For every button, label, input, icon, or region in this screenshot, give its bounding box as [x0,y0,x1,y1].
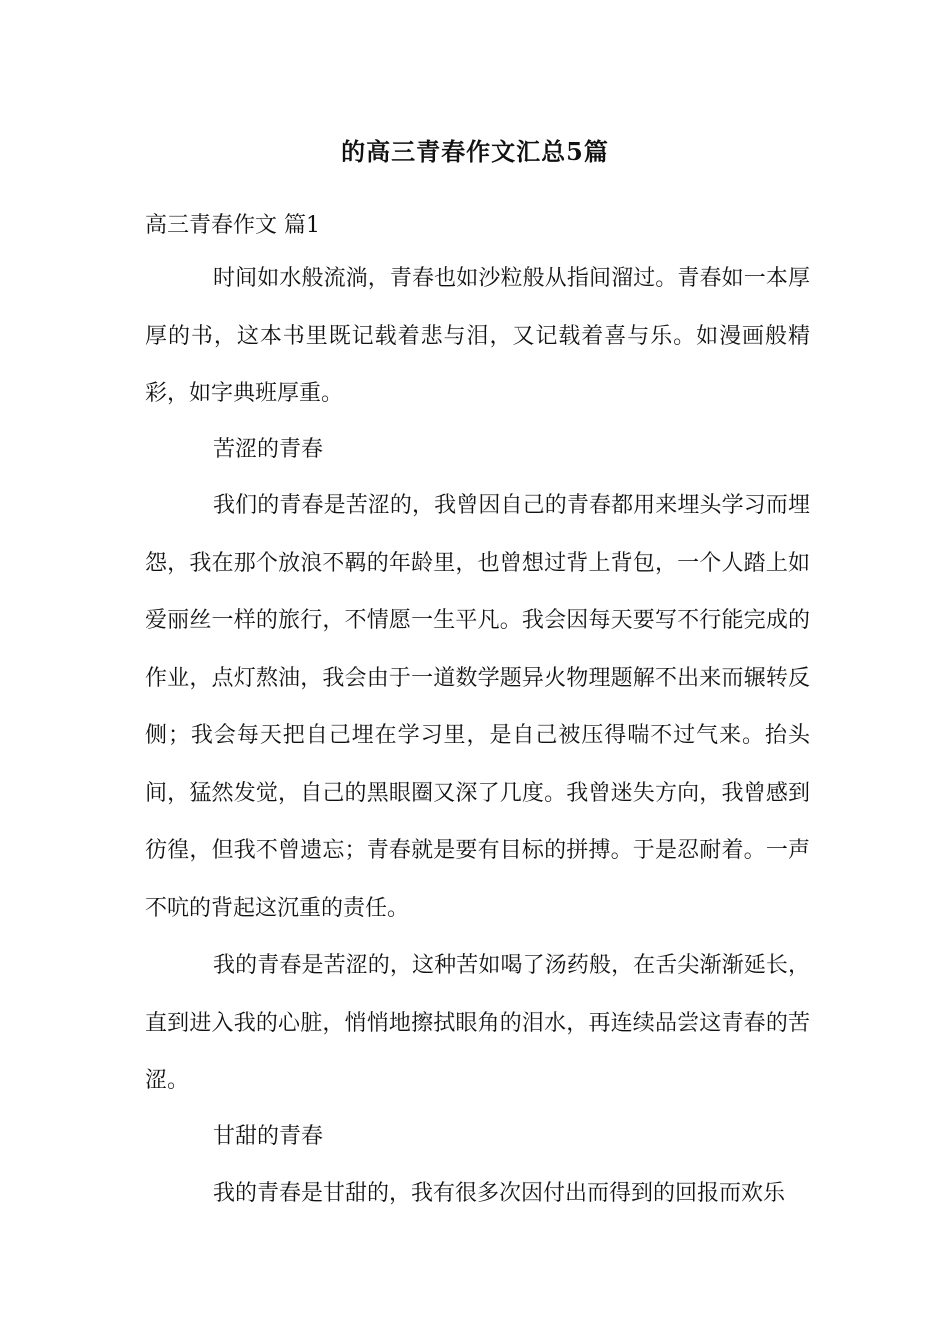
section-label: 高三青春作文 篇1 [145,213,320,238]
sweet-youth-paragraph: 我的青春是甘甜的，我有很多次因付出而得到的回报而欢乐 [213,1181,786,1206]
subheading-bitter-youth: 苦涩的青春 [213,437,324,462]
document-title: 的高三青春作文汇总5篇 [341,137,609,166]
intro-paragraph: 时间如水般流淌，青春也如沙粒般从指间溜过。青春如一本厚厚的书，这本书里既记载着悲与泪，又记载着喜与乐。如漫画般精彩，如字典班厚重。 [145,266,810,406]
subheading-sweet-youth: 甘甜的青春 [213,1124,324,1149]
bitter-youth-paragraph-1: 我们的青春是苦涩的，我曾因自己的青春都用来埋头学习而埋怨，我在那个放浪不羁的年龄里，也曾想过背上背包，一个人踏上如爱丽丝一样的旅行，不情愿一生平凡。我会因每天要写不行能完成的作业，点灯熬油，我会由于一道数学题异火物理题解不出来而辗转反侧；我会每天把自己埋在学习里，是自己被压得喘不过气来。抬头间，猛然发觉，自己的黑眼圈又深了几度。我曾迷失方向，我曾感到彷徨，但我不曾遗忘；青春就是要有目标的拼搏。于是忍耐着。一声不吭的背起这沉重的责任。 [145,493,810,921]
bitter-youth-paragraph-2: 我的青春是苦涩的，这种苦如喝了汤药般，在舌尖渐渐延长，直到进入我的心脏，悄悄地擦拭眼角的泪水，再连续品尝这青春的苦涩。 [145,953,810,1093]
